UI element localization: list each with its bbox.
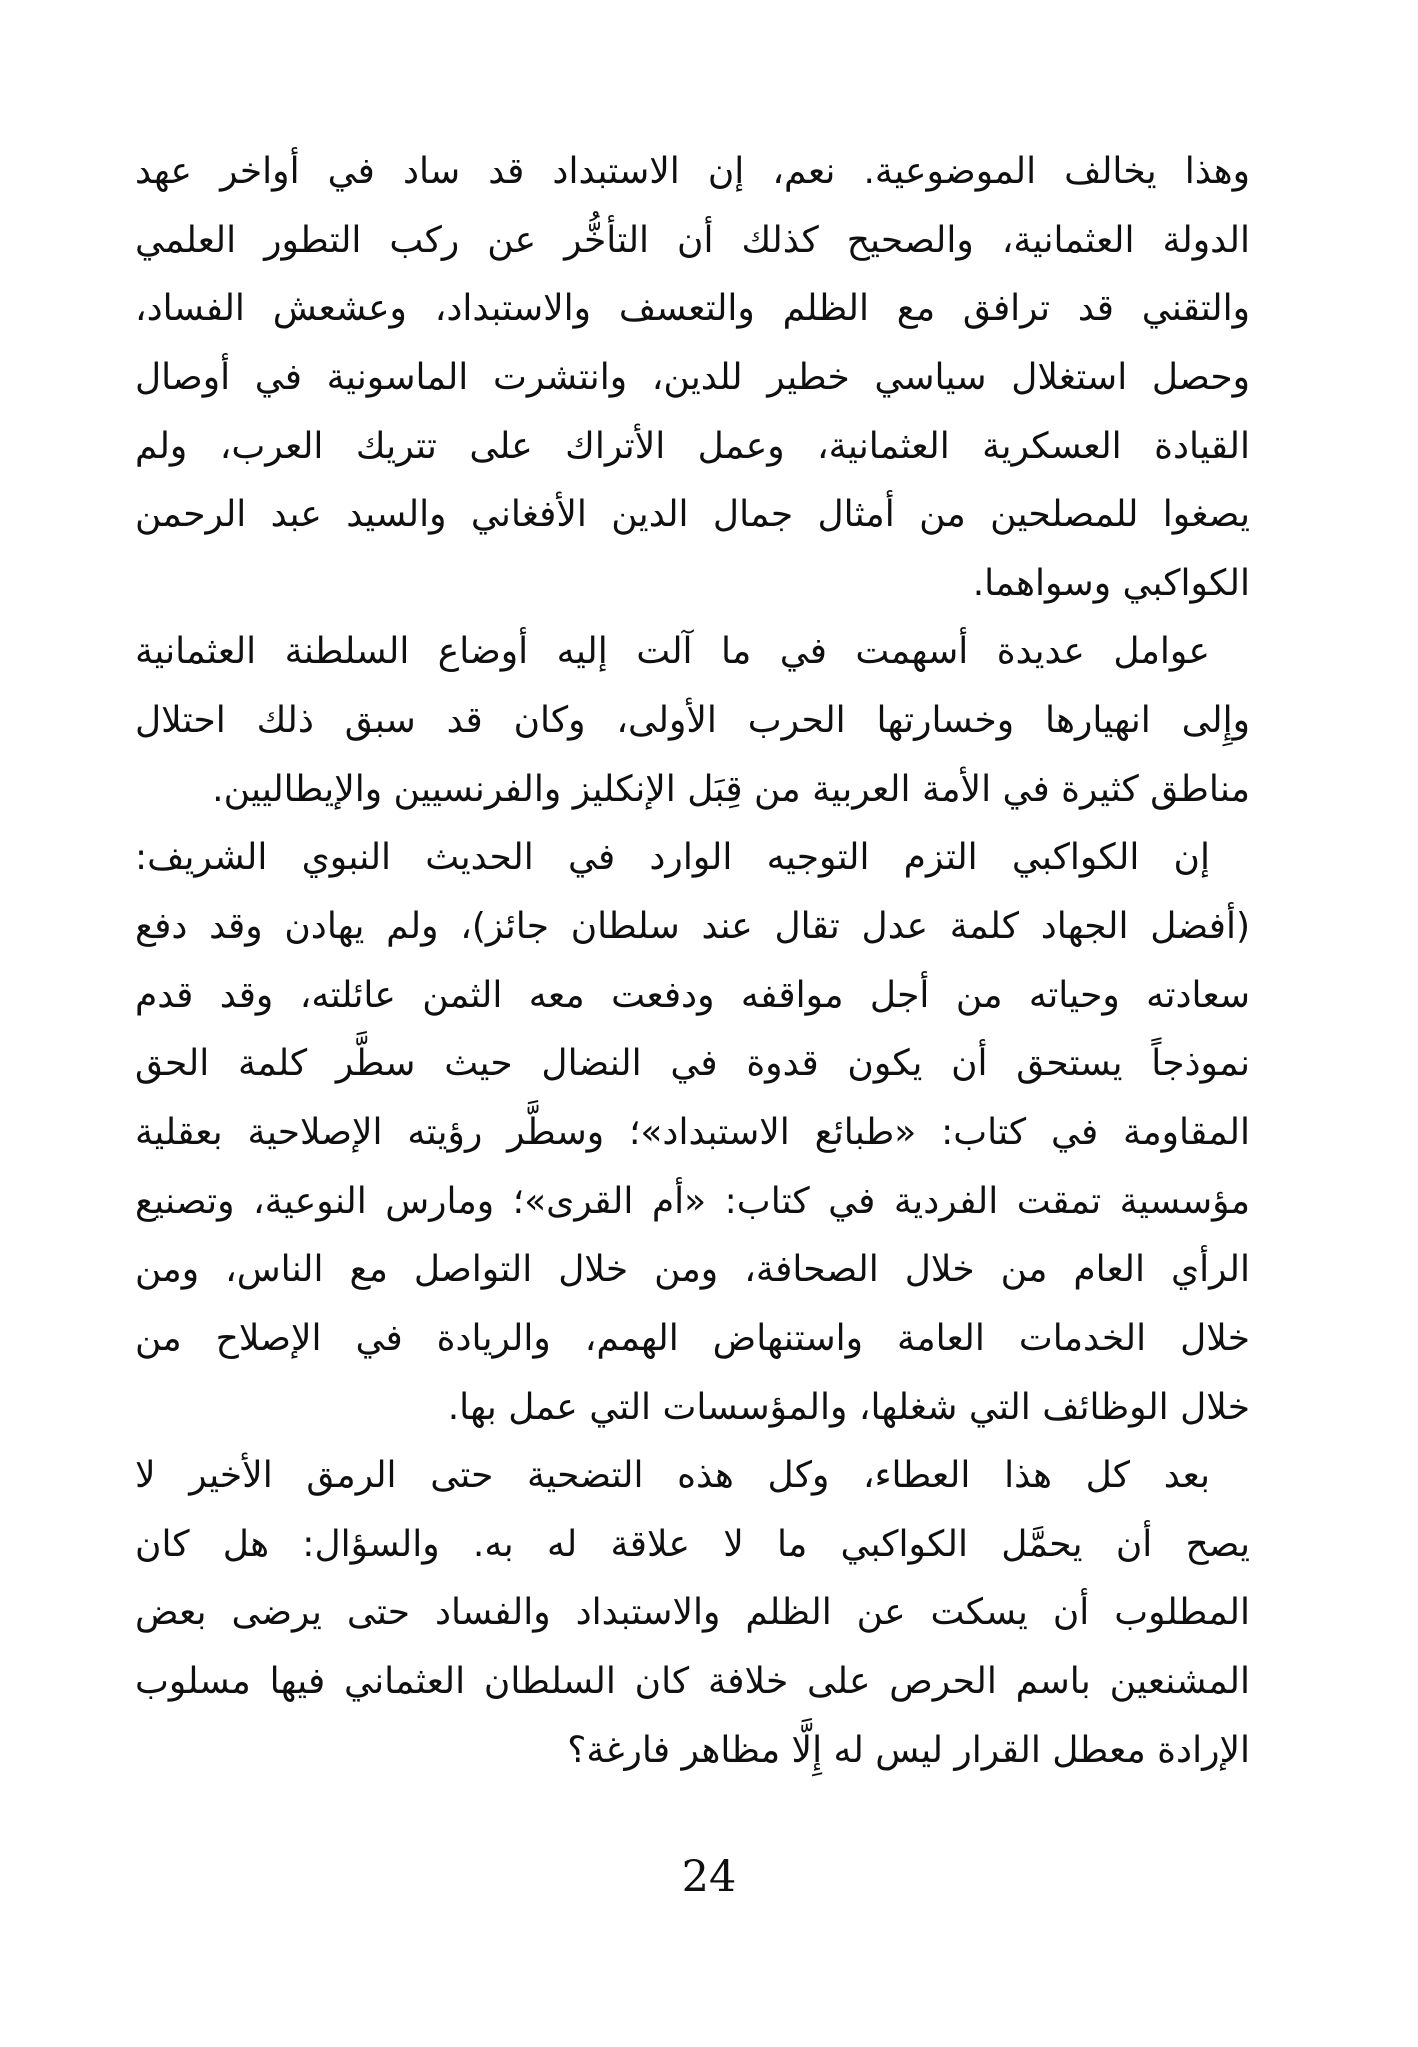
text-line: يصح أن يحمَّل الكواكبي ما لا علاقة له به. والسؤال: هل كان <box>135 1523 1250 1565</box>
text-line: نموذجاً يستحق أن يكون قدوة في النضال حيث سطَّر كلمة الحق <box>135 1043 1250 1085</box>
text-line: بعد كل هذا العطاء، وكل هذه التضحية حتى الرمق الأخير لا <box>135 1455 1210 1497</box>
text-line: خلال الوظائف التي شغلها، والمؤسسات التي عمل بها. <box>447 1386 1250 1428</box>
text-line: خلال الخدمات العامة واستنهاض الهمم، والريادة في الإصلاح من <box>135 1317 1250 1359</box>
text-line: المشنعين باسم الحرص على خلافة كان السلطان العثماني فيها مسلوب <box>135 1661 1250 1703</box>
text-line: مناطق كثيرة في الأمة العربية من قِبَل الإنكليز والفرنسيين والإيطاليين. <box>212 768 1250 810</box>
page-footer <box>0 1853 1418 1901</box>
text-line: الرأي العام من خلال الصحافة، ومن خلال التواصل مع الناس، ومن <box>135 1249 1250 1291</box>
text-line: عوامل عديدة أسهمت في ما آلت إليه أوضاع السلطنة العثمانية <box>135 631 1210 673</box>
text-line: والتقني قد ترافق مع الظلم والتعسف والاستبداد، وعشعش الفساد، <box>135 288 1250 330</box>
text-line: وحصل استغلال سياسي خطير للدين، وانتشرت الماسونية في أوصال <box>135 356 1250 398</box>
text-line: إن الكواكبي التزم التوجيه الوارد في الحديث النبوي الشريف: <box>135 837 1210 879</box>
page-number: 24 <box>681 1852 737 1902</box>
text-line: (أفضل الجهاد كلمة عدل تقال عند سلطان جائز)، ولم يهادن وقد دفع <box>135 906 1250 948</box>
text-line: الدولة العثمانية، والصحيح كذلك أن التأخُّر عن ركب التطور العلمي <box>135 219 1250 261</box>
text-line: الإرادة معطل القرار ليس له إِلَّا مظاهر فارغة؟ <box>567 1729 1250 1771</box>
text-line: وإِلى انهيارها وخسارتها الحرب الأولى، وكان قد سبق ذلك احتلال <box>135 700 1250 742</box>
text-line: المقاومة في كتاب: «طبائع الاستبداد»؛ وسطَّر رؤيته الإصلاحية بعقلية <box>135 1111 1250 1153</box>
text-line: سعادته وحياته من أجل مواقفه ودفعت معه الثمن عائلته، وقد قدم <box>135 974 1250 1016</box>
text-line: يصغوا للمصلحين من أمثال جمال الدين الأفغاني والسيد عبد الرحمن <box>135 494 1250 536</box>
text-line: الكواكبي وسواهما. <box>972 562 1250 604</box>
text-line: وهذا يخالف الموضوعية. نعم، إن الاستبداد قد ساد في أواخر عهد <box>135 151 1250 192</box>
text-line: مؤسسية تمقت الفردية في كتاب: «أم القرى»؛ ومارس النوعية، وتصنيع <box>135 1180 1250 1222</box>
body-text <box>135 138 1250 1785</box>
text-line: المطلوب أن يسكت عن الظلم والاستبداد والفساد حتى يرضى بعض <box>135 1592 1250 1634</box>
text-line: القيادة العسكرية العثمانية، وعمل الأتراك على تتريك العرب، ولم <box>135 425 1250 467</box>
